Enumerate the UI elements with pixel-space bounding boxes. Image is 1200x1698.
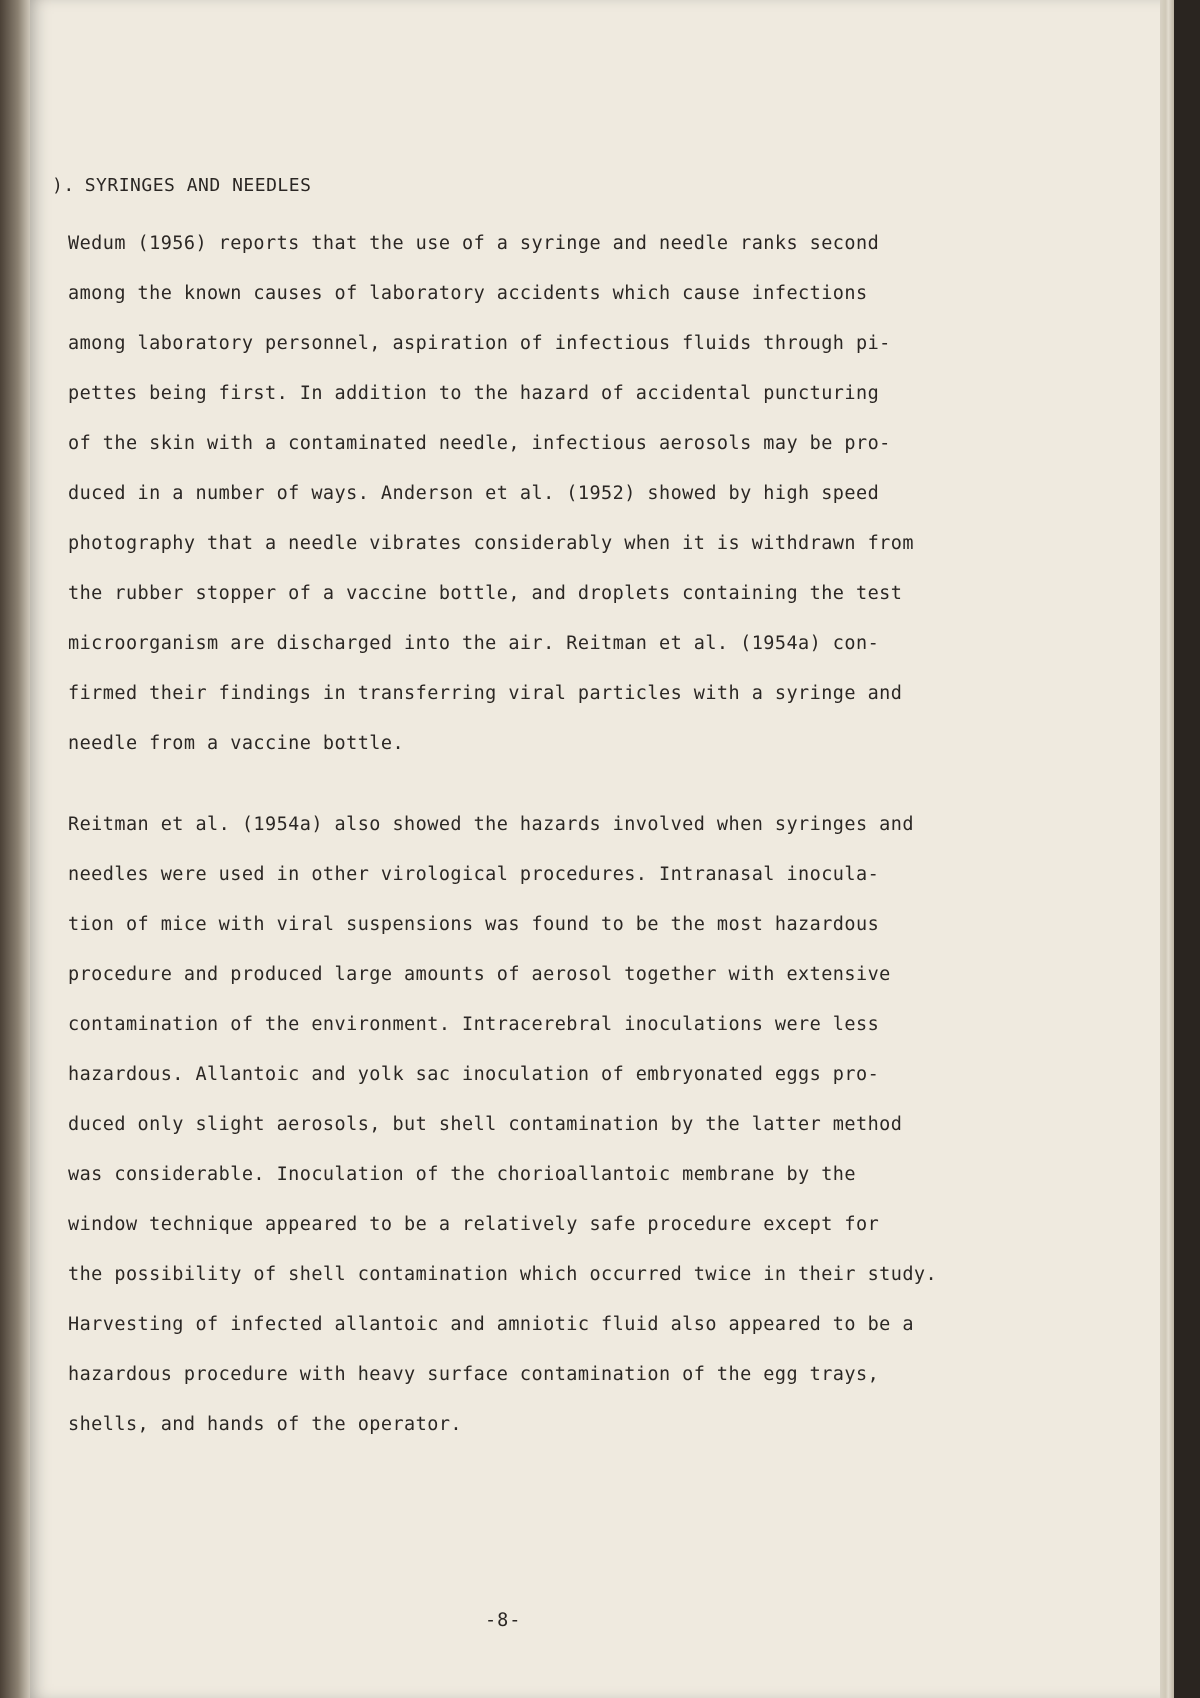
text-line: window technique appeared to be a relatively safe procedure except for: [68, 1214, 880, 1235]
paragraph-2: [68, 800, 1028, 1450]
text-line: contamination of the environment. Intracerebral inoculations were less: [68, 1014, 880, 1035]
section-number: ).: [52, 175, 75, 196]
text-line: procedure and produced large amounts of aerosol together with extensive: [68, 964, 891, 985]
text-line: of the skin with a contaminated needle, infectious aerosols may be pro-: [68, 433, 891, 454]
text-line: among laboratory personnel, aspiration of infectious fluids through pi-: [68, 333, 891, 354]
text-line: firmed their findings in transferring viral particles with a syringe and: [68, 683, 903, 704]
text-line: tion of mice with viral suspensions was found to be the most hazardous: [68, 914, 880, 935]
paragraph-1: [68, 219, 1028, 769]
text-line: among the known causes of laboratory accidents which cause infections: [68, 283, 868, 304]
text-line: Reitman et al. (1954a) also showed the hazards involved when syringes and: [68, 814, 914, 835]
document-page: [30, 0, 1170, 1698]
text-line: pettes being first. In addition to the hazard of accidental puncturing: [68, 383, 880, 404]
text-line: Wedum (1956) reports that the use of a syringe and needle ranks second: [68, 233, 880, 254]
text-line: hazardous procedure with heavy surface contamination of the egg trays,: [68, 1364, 880, 1385]
text-line: photography that a needle vibrates considerably when it is withdrawn from: [68, 533, 914, 554]
text-line: shells, and hands of the operator.: [68, 1414, 462, 1435]
text-line: the possibility of shell contamination which occurred twice in their study.: [68, 1264, 938, 1285]
text-line: duced only slight aerosols, but shell contamination by the latter method: [68, 1114, 903, 1135]
text-line: needles were used in other virological procedures. Intranasal inocula-: [68, 864, 880, 885]
section-title: SYRINGES AND NEEDLES: [84, 175, 312, 196]
text-line: microorganism are discharged into the air. Reitman et al. (1954a) con-: [68, 633, 880, 654]
section-heading: [52, 175, 311, 196]
page-stack-edge: [1160, 0, 1174, 1698]
book-binding-edge: [0, 0, 30, 1698]
page-number: -8-: [485, 1610, 522, 1631]
text-line: needle from a vaccine bottle.: [68, 733, 405, 754]
text-line: Harvesting of infected allantoic and amniotic fluid also appeared to be a: [68, 1314, 914, 1335]
text-line: duced in a number of ways. Anderson et al. (1952) showed by high speed: [68, 483, 880, 504]
text-line: the rubber stopper of a vaccine bottle, and droplets containing the test: [68, 583, 903, 604]
text-line: hazardous. Allantoic and yolk sac inoculation of embryonated eggs pro-: [68, 1064, 880, 1085]
text-line: was considerable. Inoculation of the chorioallantoic membrane by the: [68, 1164, 856, 1185]
